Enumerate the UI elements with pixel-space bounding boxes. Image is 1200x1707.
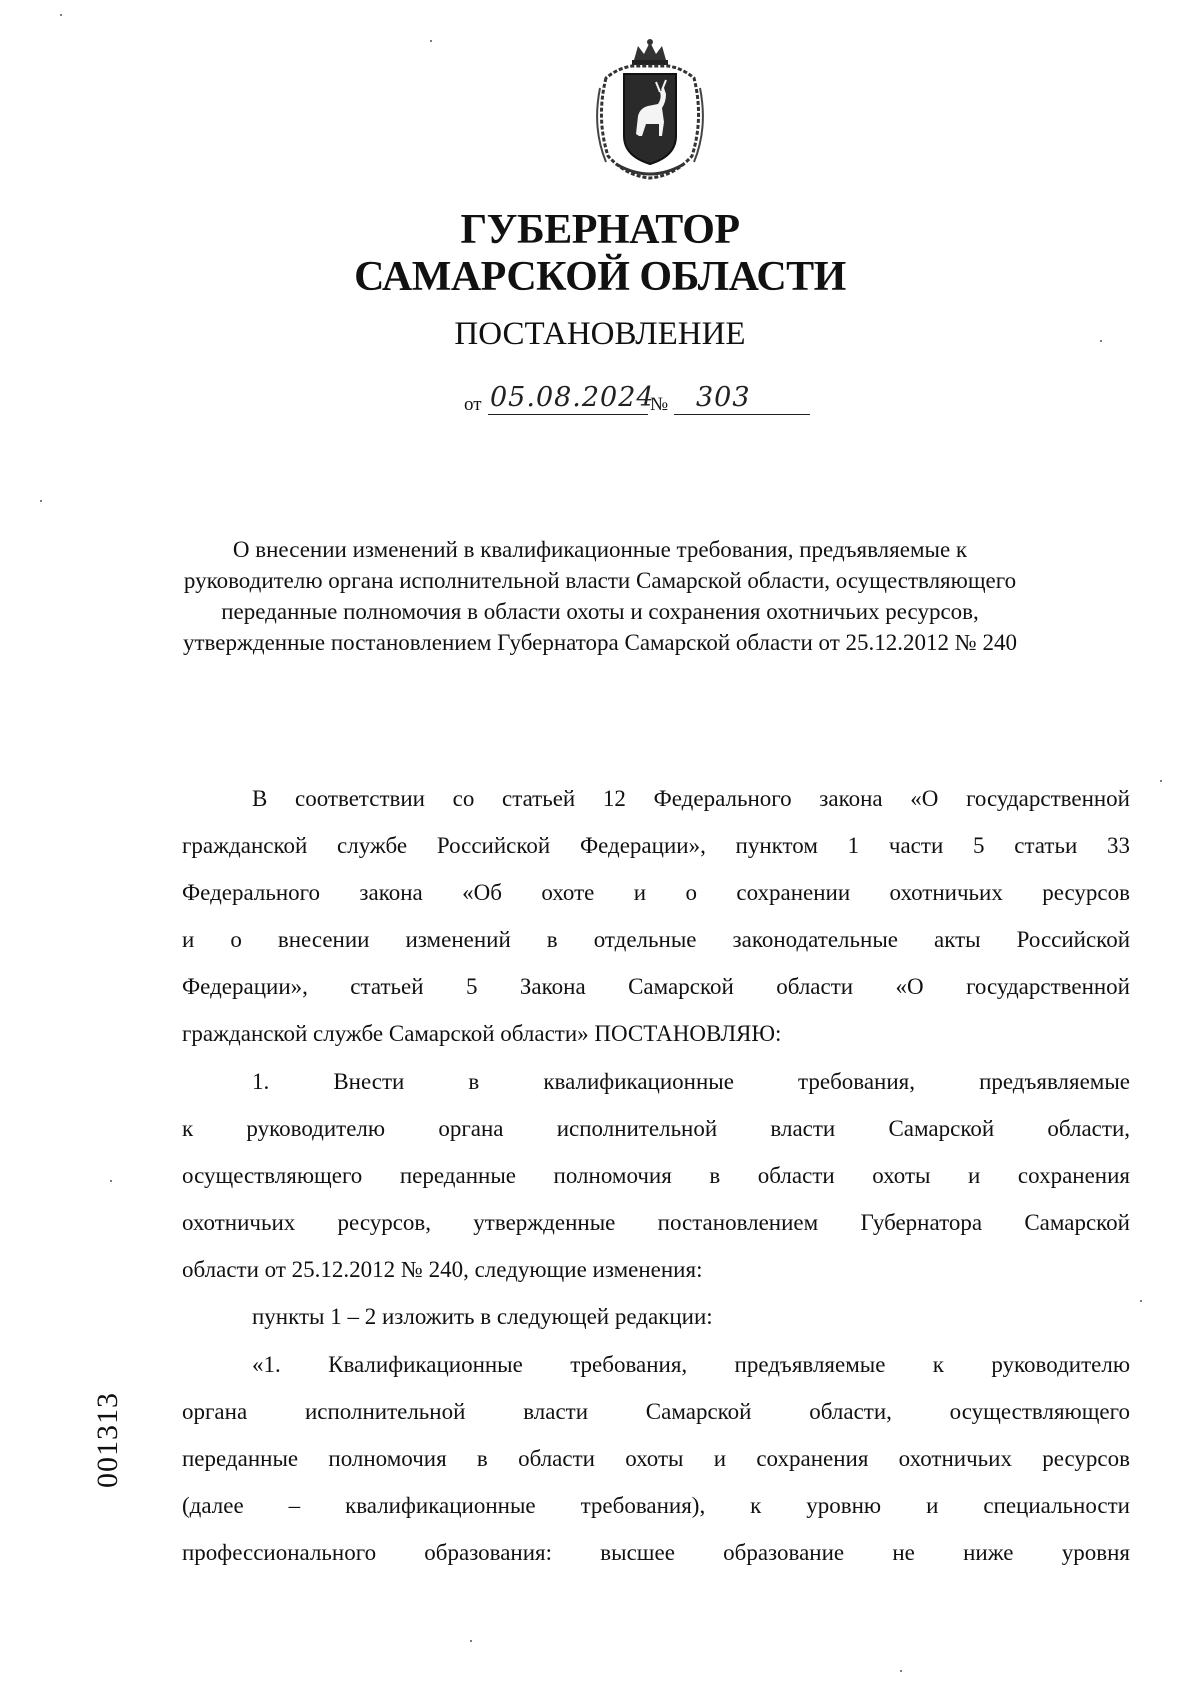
scan-speck xyxy=(60,14,62,16)
issuer-title-line1: ГУБЕРНАТОР xyxy=(460,207,740,253)
body-line: В соответствии со статьей 12 Федерального закона «О государственной xyxy=(252,786,1130,811)
scan-speck xyxy=(1160,780,1162,782)
handwritten-date: 05.08.2024 xyxy=(490,382,655,413)
scan-speck xyxy=(430,40,432,42)
handwritten-number: 303 xyxy=(696,382,751,413)
date-prefix: от xyxy=(464,394,482,415)
document-type: ПОСТАНОВЛЕНИЕ xyxy=(454,316,746,352)
body-line: области от 25.12.2012 № 240, следующие изменения: xyxy=(182,1257,703,1282)
samara-coat-of-arms-icon xyxy=(586,38,714,182)
body-line: 1. Внести в квалификационные требования, предъявляемые xyxy=(252,1069,1130,1094)
body-line: гражданской службе Самарской области» ПОСТАНОВЛЯЮ: xyxy=(182,1021,782,1046)
scan-speck xyxy=(1140,1300,1142,1302)
body-line: «1. Квалификационные требования, предъявляемые к руководителю xyxy=(252,1352,1130,1377)
body-line: гражданской службе Российской Федерации», пунктом 1 части 5 статьи 33 xyxy=(182,833,1130,858)
scan-speck xyxy=(900,1670,902,1672)
body-line: переданные полномочия в области охоты и сохранения охотничьих ресурсов xyxy=(182,1446,1130,1471)
date-number-line xyxy=(460,384,860,424)
scan-speck xyxy=(1100,340,1102,342)
body-line: и о внесении изменений в отдельные законодательные акты Российской xyxy=(182,927,1130,952)
body-line: пункты 1 – 2 изложить в следующей редакции: xyxy=(252,1304,713,1329)
scan-speck xyxy=(470,1640,472,1642)
number-prefix: № xyxy=(650,394,669,415)
document-subject: О внесении изменений в квалификационные требования, предъявляемые к руководителю органа исполнительной власти Самарской области, осуществляющего переданные полномочия в области охоты и сохранения охотничьих ресурсов, утвержденные постановлением Губернатора Самарской области от 25.12.2012 № 240 xyxy=(183,537,1017,655)
body-line: к руководителю органа исполнительной власти Самарской области, xyxy=(182,1116,1130,1141)
body-line: Федерации», статьей 5 Закона Самарской области «О государственной xyxy=(182,974,1130,999)
issuer-title-line2: САМАРСКОЙ ОБЛАСТИ xyxy=(354,254,846,300)
number-underline xyxy=(674,414,810,415)
body-line: охотничьих ресурсов, утвержденные постановлением Губернатора Самарской xyxy=(182,1210,1130,1235)
scan-speck xyxy=(40,500,42,502)
body-line: профессионального образования: высшее образование не ниже уровня xyxy=(182,1540,1130,1565)
body-line: (далее – квалификационные требования), к уровню и специальности xyxy=(182,1493,1130,1518)
body-line: органа исполнительной власти Самарской области, осуществляющего xyxy=(182,1399,1130,1424)
scan-speck xyxy=(110,1180,112,1182)
margin-registration-number: 001313 xyxy=(91,1392,124,1488)
date-underline xyxy=(488,414,648,415)
body-line: осуществляющего переданные полномочия в области охоты и сохранения xyxy=(182,1163,1130,1188)
body-line: Федерального закона «Об охоте и о сохранении охотничьих ресурсов xyxy=(182,880,1130,905)
